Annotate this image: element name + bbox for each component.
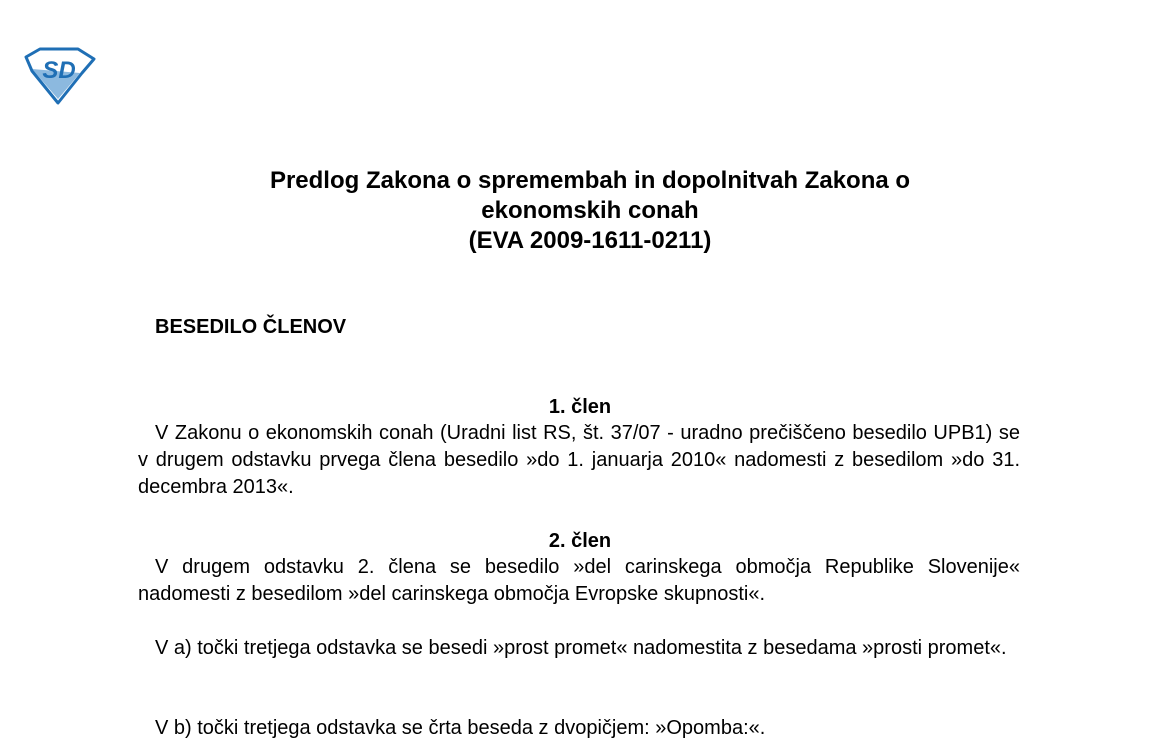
article-1-heading: 1. člen	[548, 396, 612, 418]
article-2-heading: 2. člen	[548, 530, 612, 552]
article-1-paragraph-1: V Zakonu o ekonomskih conah (Uradni list RS, št. 37/07 - uradno prečiščeno besedilo UPB1) se v drugem odstavku prvega člena besedilo »do 1. januarja 2010« nadomesti z besedilom »do 31. decembra 2013«.	[138, 422, 1020, 498]
title-line-1: Predlog Zakona o spremembah in dopolnitvah Zakona o	[269, 167, 911, 194]
document-title	[140, 166, 1040, 256]
article-2-paragraph-1: V drugem odstavku 2. člena se besedilo »del carinskega območja Republike Slovenije« nadomesti z besedilom »del carinskega območja Evropske skupnosti«.	[138, 556, 1020, 605]
sd-logo-icon	[22, 47, 96, 105]
article-2-paragraph-2: V a) točki tretjega odstavka se besedi »prost promet« nadomestita z besedama »prosti promet«.	[155, 637, 1007, 659]
logo-text: SD	[42, 57, 76, 84]
title-line-2: ekonomskih conah	[481, 197, 699, 224]
section-heading: BESEDILO ČLENOV	[155, 316, 347, 338]
article-2-paragraph-3: V b) točki tretjega odstavka se črta beseda z dvopičjem: »Opomba:«.	[155, 717, 766, 739]
title-eva-code: (EVA 2009-1611-0211)	[468, 227, 712, 254]
